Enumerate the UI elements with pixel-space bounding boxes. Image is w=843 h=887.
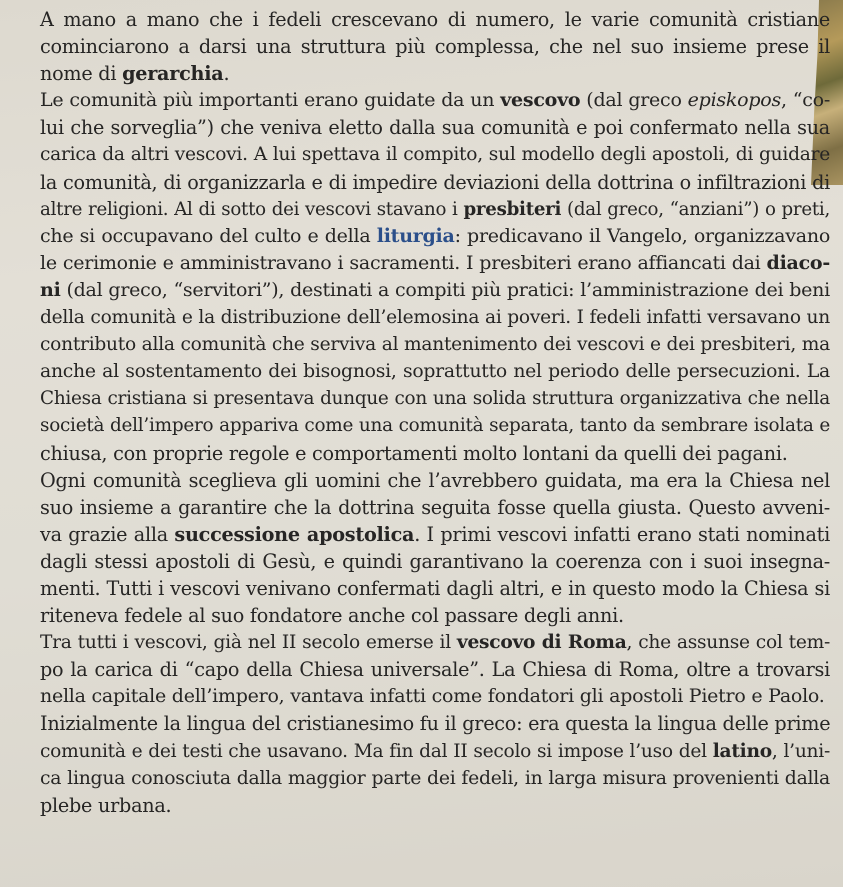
text-run: Le comunità più importanti erano guidate da un — [40, 89, 501, 112]
highlighted-term: liturgia — [376, 224, 455, 247]
paragraph — [40, 467, 830, 630]
text-run: . — [223, 62, 230, 86]
text-run: (dal greco, “servitori”), destinati a compiti più pratici: l’amministrazione dei beni — [60, 278, 830, 301]
text-line — [40, 33, 830, 60]
text-run: anche al sostentamento dei bisognosi, soprattutto nel periodo delle persecuzioni. La — [40, 361, 830, 383]
text-line — [40, 494, 830, 521]
paragraph — [40, 710, 830, 818]
text-line — [40, 412, 830, 439]
text-run: carica da altri vescovi. A lui spettava il compito, sul modello degli apostoli, di guidare — [40, 144, 830, 166]
text-line — [40, 602, 830, 629]
highlighted-term: episkopos — [687, 89, 781, 112]
text-run: Chiesa cristiana si presentava dunque con una solida struttura organizzativa che nella — [40, 388, 830, 410]
text-line — [40, 114, 830, 141]
text-run: lui che sorveglia”) che veniva eletto dalla sua comunità e poi confermato nella sua — [40, 116, 830, 140]
paragraph — [40, 6, 830, 87]
text-run: suo insieme a garantire che la dottrina seguita fosse quella giusta. Questo avveni- — [40, 495, 830, 519]
text-line — [40, 196, 830, 223]
text-run: nome di — [40, 62, 123, 86]
text-run: comunità e dei testi che usavano. Ma fin dal II secolo si impose l’uso del — [40, 740, 713, 762]
text-run: Tra tutti i vescovi, già nel II secolo emerse il — [40, 632, 457, 654]
text-line — [40, 765, 830, 792]
text-line — [40, 87, 830, 114]
text-line — [40, 738, 830, 765]
text-line — [40, 60, 830, 87]
text-line — [40, 440, 830, 467]
text-run: (dal greco — [580, 89, 688, 112]
highlighted-term: gerarchia — [122, 62, 224, 86]
text-run: le cerimonie e amministravano i sacramenti. I presbiteri erano affiancati dai — [40, 251, 767, 274]
text-line — [40, 223, 830, 250]
paragraph — [40, 629, 830, 710]
text-run: po la carica di “capo della Chiesa universale”. La Chiesa di Roma, oltre a trovarsi — [40, 658, 830, 682]
highlighted-term: vescovo — [500, 89, 581, 112]
text-line — [40, 250, 830, 277]
highlighted-term: latino — [712, 740, 772, 762]
highlighted-term: diaco- — [766, 251, 830, 274]
text-line — [40, 304, 830, 331]
text-line — [40, 6, 830, 33]
text-run: la comunità, di organizzarla e di impedire deviazioni della dottrina o infiltrazioni di — [40, 170, 830, 194]
text-run: Ogni comunità sceglieva gli uomini che l’avrebbero guidata, ma era la Chiesa nel — [40, 468, 830, 492]
text-line — [40, 575, 830, 602]
text-line — [40, 277, 830, 304]
text-run: , che assunse col tem- — [626, 632, 830, 654]
text-run: della comunità e la distribuzione dell’elemosina ai poveri. I fedeli infatti versavano un — [40, 307, 830, 329]
text-run: altre religioni. Al di sotto dei vescovi stavano i — [40, 198, 464, 220]
text-line — [40, 656, 830, 683]
text-line — [40, 521, 830, 548]
text-run: società dell’impero appariva come una comunità separata, tanto da sembrare isolata e — [40, 415, 830, 437]
text-run: , l’uni- — [771, 740, 830, 762]
text-line — [40, 385, 830, 412]
text-run: : predicavano il Vangelo, organizzavano — [454, 224, 831, 247]
text-run: chiusa, con proprie regole e comportamenti molto lontani da quelli dei pagani. — [40, 441, 788, 465]
text-line — [40, 710, 830, 737]
text-run: plebe urbana. — [40, 793, 172, 817]
highlighted-term: successione apostolica — [174, 522, 415, 546]
text-line — [40, 141, 830, 168]
text-run: , “co- — [780, 89, 830, 112]
text-run: cominciarono a darsi una struttura più complessa, che nel suo insieme prese il — [40, 35, 830, 59]
highlighted-term: ni — [40, 278, 61, 301]
text-run: A mano a mano che i fedeli crescevano di numero, le varie comunità cristiane — [40, 8, 830, 31]
text-line — [40, 683, 830, 710]
paragraph — [40, 87, 830, 466]
text-run: Inizialmente la lingua del cristianesimo fu il greco: era questa la lingua delle prime — [40, 712, 831, 736]
text-run: che si occupavano del culto e della — [40, 224, 377, 247]
text-run: ca lingua conosciuta dalla maggior parte dei fedeli, in larga misura provenienti dalla — [40, 767, 830, 789]
text-run: riteneva fedele al suo fondatore anche col passare degli anni. — [40, 604, 624, 628]
text-line — [40, 358, 830, 385]
text-line — [40, 331, 830, 358]
text-run: contributo alla comunità che serviva al mantenimento dei vescovi e dei presbiteri, ma — [40, 334, 830, 356]
text-run: . I primi vescovi infatti erano stati nominati — [414, 522, 831, 546]
highlighted-term: presbiteri — [463, 198, 562, 220]
text-run: menti. Tutti i vescovi venivano confermati dagli altri, e in questo modo la Chiesa si — [40, 576, 830, 600]
text-line — [40, 792, 830, 819]
text-run: va grazie alla — [40, 522, 175, 546]
text-line — [40, 169, 830, 196]
text-run: nella capitale dell’impero, vantava infatti come fondatori gli apostoli Pietro e Paolo. — [40, 685, 825, 708]
body-text — [40, 6, 830, 819]
text-run: (dal greco, “anziani”) o preti, — [561, 198, 830, 220]
highlighted-term: vescovo di Roma — [456, 632, 627, 654]
text-run: dagli stessi apostoli di Gesù, e quindi garantivano la coerenza con i suoi insegna- — [40, 549, 830, 573]
text-line — [40, 467, 830, 494]
text-line — [40, 629, 830, 656]
text-line — [40, 548, 830, 575]
